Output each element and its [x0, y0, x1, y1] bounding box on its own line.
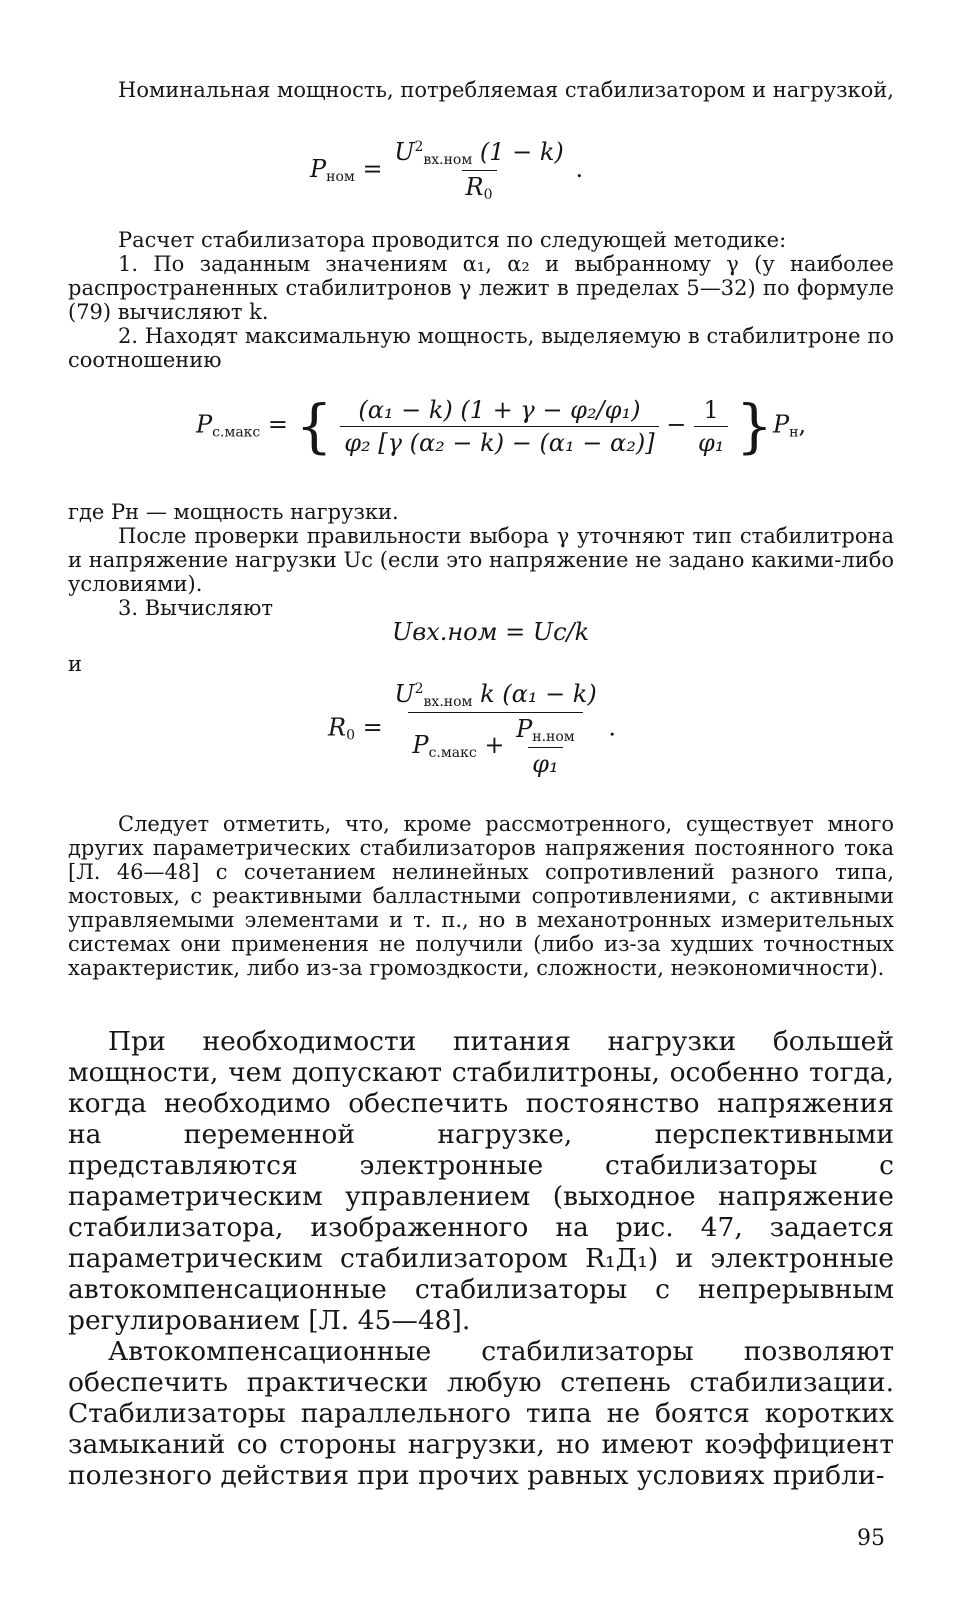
page-number: 95 — [857, 1526, 885, 1551]
formula-max-power: $P_{с.макс}$ = { $\frac{\text{(α₁ − k) (1 + γ − φ₂/φ₁)}}{\text{φ₂ [γ (α₂ − k) − (α₁ − α₂)]}}$ − $\frac{1}{\text{φ₁}}$ }$P_н$, — [196, 392, 807, 460]
body-paragraph-1: При необходимости питания нагрузки большей мощности, чем допускают стабилитроны, особенно тогда, когда необходимо обеспечить постоянство напряжения на переменной нагрузке, перспективными представляются электронные стабилизаторы с параметрическим управлением (выходное напряжение стабилизатора, изображенного на рис. 47, задается параметрическим стабилизатором R₁Д₁) и электронные автокомпенсационные стабилизаторы с непрерывным регулированием [Л. 45—48]. — [68, 1026, 894, 1336]
and-word: и — [68, 652, 82, 676]
fraction: $U^2_{вх.ном}$ (1 − k) $R_0$ — [394, 138, 564, 203]
where-text: где Pн — мощность нагрузки. — [68, 500, 399, 524]
method-step-2: 2. Находят максимальную мощность, выделяемую в стабилитроне по соотношению — [68, 324, 894, 372]
formula-r0: $R_0$ = $U^2_{вх.ном}$ k (α₁ − k) $P_{с.макс}$ + $P_{н.ном}$ φ₁ . — [328, 680, 616, 778]
body-paragraph-2: Автокомпенсационные стабилизаторы позволяют обеспечить практически любую степень стабилизации. Стабилизаторы параллельного типа не боятся коротких замыканий со стороны нагрузки, но имеют коэффициент полезного действия при прочих равных условиях прибли- — [68, 1336, 894, 1491]
fraction: $\frac{1}{\text{φ₁}}$ — [694, 396, 728, 457]
intro-paragraph — [68, 78, 894, 102]
check-text: После проверки правильности выбора γ уточняют тип стабилитрона и напряжение нагрузки Uс (если это напряжение не задано какими-либо условиями). — [68, 524, 894, 596]
intro-text: Номинальная мощность, потребляемая стабилизатором и нагрузкой, — [118, 78, 894, 102]
note-paragraph — [68, 812, 894, 980]
method-section — [68, 228, 894, 372]
method-step-1: 1. По заданным значениям α₁, α₂ и выбранному γ (у наиболее распространенных стабилитронов γ лежит в пределах 5—32) по формуле (79) вычисляют k. — [68, 252, 894, 324]
method-step-3: 3. Вычисляют — [118, 596, 273, 620]
formula-input-voltage: Uвх.ном = Uс/k — [392, 618, 590, 646]
body-text — [68, 1026, 894, 1491]
method-intro: Расчет стабилизатора проводится по следующей методике: — [118, 228, 787, 252]
note-text: Следует отметить, что, кроме рассмотренного, существует много других параметрических стабилизаторов напряжения постоянного тока [Л. 46—48] с сочетанием нелинейных сопротивлений разного типа, мостовых, с реактивными балластными сопротивлениями, с активными управляемыми элементами и т. п., но в механотронных измерительных системах они применения не получили (либо из-за худших точностных характеристик, либо из-за громоздкости, сложности, неэкономичности). — [68, 812, 894, 980]
after-formula-section — [68, 500, 894, 620]
fraction: $U^2_{вх.ном}$ k (α₁ − k) $P_{с.макс}$ + $P_{н.ном}$ φ₁ — [394, 680, 597, 778]
formula-nominal-power: $P_{ном}$ = $U^2_{вх.ном}$ (1 − k) $R_0$ . — [310, 138, 584, 203]
fraction: $\frac{\text{(α₁ − k) (1 + γ − φ₂/φ₁)}}{\text{φ₂ [γ (α₂ − k) − (α₁ − α₂)]}}$ — [340, 396, 658, 457]
fraction: $P_{н.ном}$ φ₁ — [516, 715, 575, 778]
